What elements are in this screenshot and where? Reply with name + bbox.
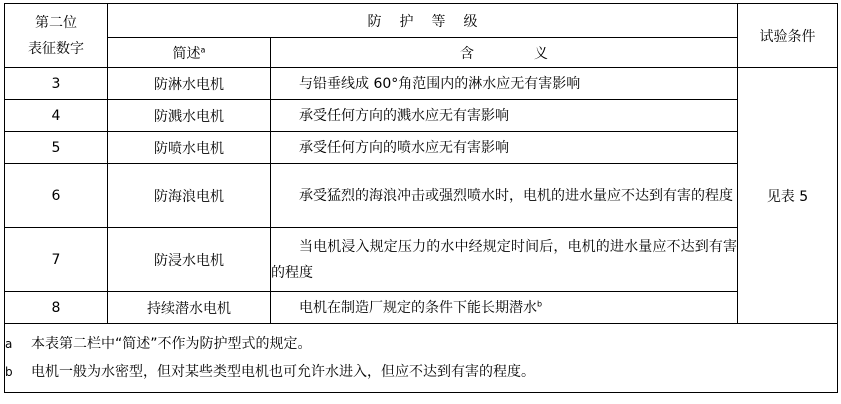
header-digit [5, 4, 108, 68]
row-digit: 7 [5, 228, 108, 292]
ip-water-protection-table [4, 3, 838, 393]
row-meaning-text: 电机在制造厂规定的条件下能长期潜水 [299, 299, 537, 316]
note-a-text: 本表第二栏中“简述”不作为防护型式的规定。 [31, 336, 312, 352]
row-meaning-text: 与铅垂线成 60°角范围内的淋水应无有害影响 [299, 75, 581, 92]
header-summary-text: 简述 [172, 45, 201, 62]
row-summary: 防淋水电机 [108, 68, 271, 100]
row-meaning [271, 228, 738, 292]
note-a-mark: a [5, 337, 13, 351]
header-summary-note-mark: a [200, 44, 206, 54]
row-summary: 防浸水电机 [108, 228, 271, 292]
row-summary: 持续潜水电机 [108, 292, 271, 324]
note-a [5, 330, 837, 358]
row-meaning [271, 132, 738, 164]
row-summary: 防海浪电机 [108, 164, 271, 228]
note-b-text: 电机一般为水密型，但对某些类型电机也可允许水进入，但应不达到有害的程度。 [31, 364, 535, 380]
table-row [5, 292, 838, 324]
note-b-mark: b [5, 365, 13, 379]
header-summary [108, 38, 271, 68]
row-meaning [271, 164, 738, 228]
row-digit: 6 [5, 164, 108, 228]
row-meaning [271, 68, 738, 100]
row-summary: 防溅水电机 [108, 100, 271, 132]
row-meaning-note-mark: b [537, 298, 543, 308]
row-meaning-text: 承受任何方向的溅水应无有害影响 [299, 107, 509, 124]
header-digit-line2: 表征数字 [28, 40, 84, 57]
header-meaning [271, 38, 738, 68]
row-digit: 4 [5, 100, 108, 132]
row-digit: 5 [5, 132, 108, 164]
row-meaning-text: 承受猛烈的海浪冲击或强烈喷水时，电机的进水量应不达到有害的程度 [299, 187, 733, 204]
table-row [5, 68, 838, 100]
row-meaning [271, 292, 738, 324]
header-protection-level [108, 4, 738, 38]
row-meaning [271, 100, 738, 132]
table-row [5, 164, 838, 228]
row-digit: 3 [5, 68, 108, 100]
table-row [5, 132, 838, 164]
test-condition-value: 见表 5 [738, 68, 838, 324]
row-meaning-text: 承受任何方向的喷水应无有害影响 [299, 139, 509, 156]
table-notes [5, 324, 838, 393]
row-summary: 防喷水电机 [108, 132, 271, 164]
header-protection-level-text: 防护等级 [367, 13, 496, 30]
row-meaning-text: 当电机浸入规定压力的水中经规定时间后，电机的进水量应不达到有害的程度 [271, 238, 737, 281]
table-row [5, 100, 838, 132]
row-digit: 8 [5, 292, 108, 324]
note-b [5, 358, 837, 386]
header-meaning-text: 含义 [460, 45, 608, 62]
table-row [5, 228, 838, 292]
header-test-condition: 试验条件 [738, 4, 838, 68]
header-digit-line1: 第二位 [35, 14, 77, 31]
